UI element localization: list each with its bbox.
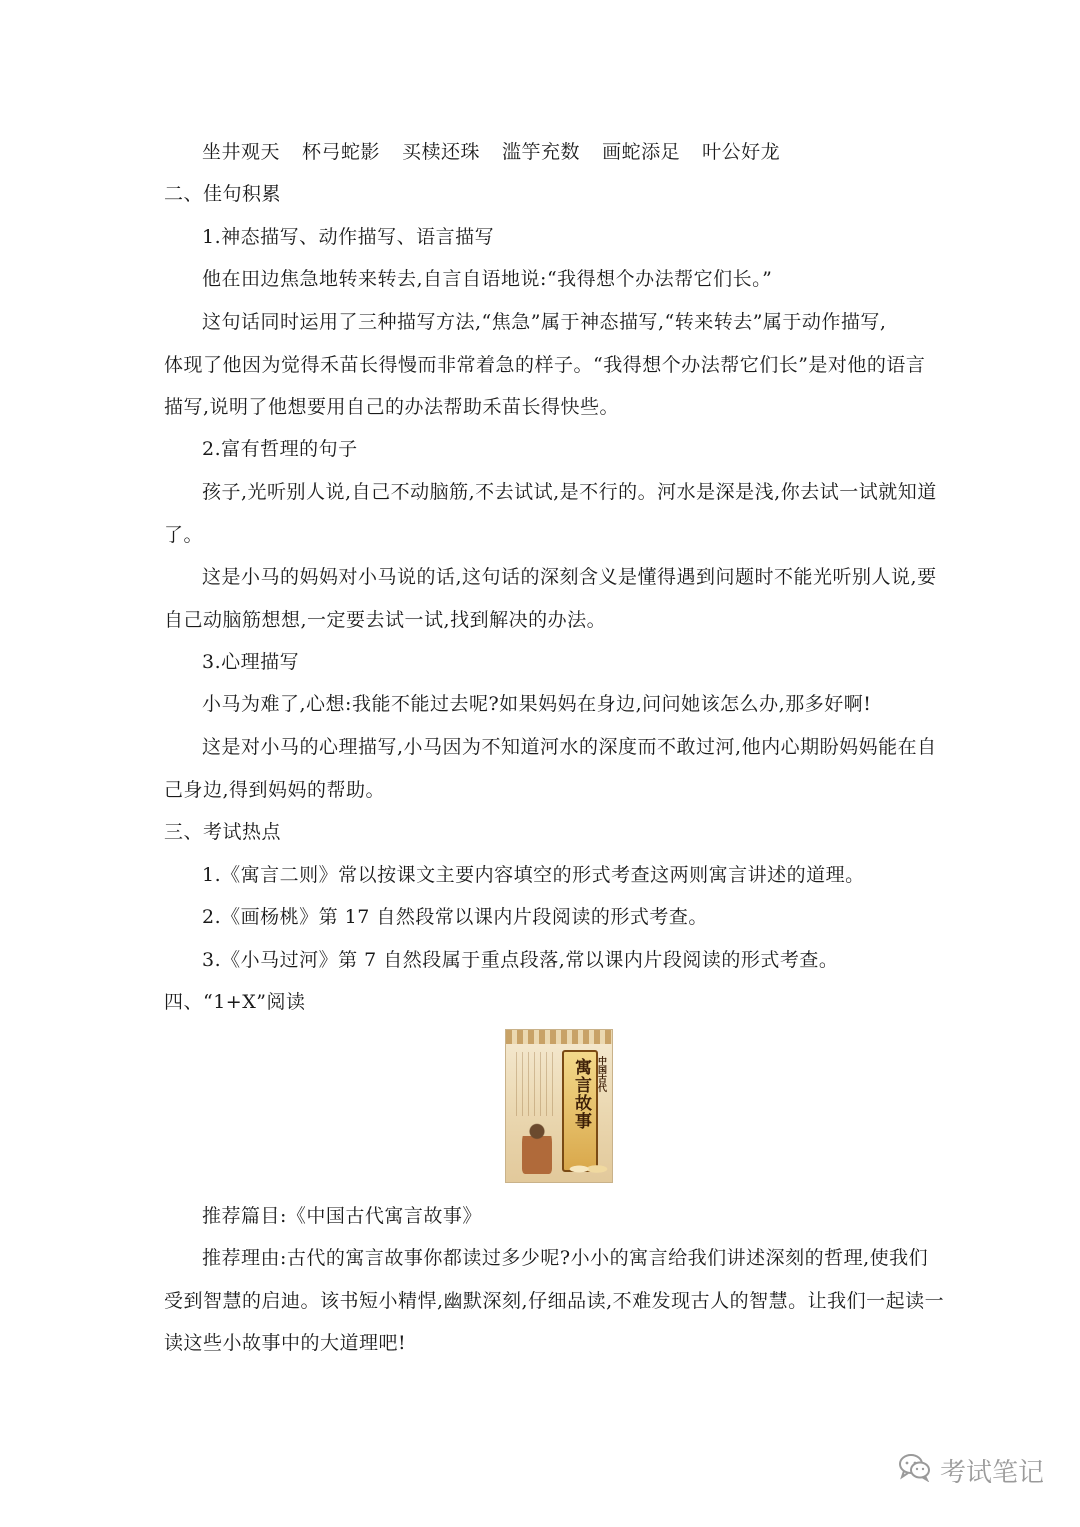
analysis-line: 描写,说明了他想要用自己的办法帮助禾苗长得快些。 (164, 396, 620, 418)
book-subtitle: 中国古代 (596, 1056, 606, 1092)
watermark (898, 1452, 1044, 1488)
book-title: 寓言故事 (571, 1058, 591, 1130)
analysis-line: 自己动脑筋想想,一定要去试一试,找到解决的办法。 (164, 609, 607, 631)
watermark-text: 考试笔记 (940, 1457, 1045, 1488)
example-sentence: 孩子,光听别人说,自己不动脑筋,不去试试,是不行的。河水是深是浅,你去试一试就知道 (202, 481, 937, 503)
example-sentence: 小马为难了,心想:我能不能过去呢?如果妈妈在身边,问问她该怎么办,那多好啊! (202, 693, 872, 715)
analysis-line: 己身边,得到妈妈的帮助。 (164, 779, 386, 801)
item-title: 1.神态描写、动作描写、语言描写 (202, 226, 495, 248)
example-sentence: 他在田边焦急地转来转去,自言自语地说:“我得想个办法帮它们长。” (202, 268, 773, 290)
ornament-border (506, 1030, 612, 1044)
idiom: 滥竽充数 (502, 141, 581, 163)
cover-text-pattern (516, 1052, 556, 1116)
wechat-icon (898, 1452, 940, 1489)
recommend-reason-line: 读这些小故事中的大道理吧! (164, 1332, 407, 1354)
section-heading: 三、考试热点 (164, 821, 282, 843)
exam-point: 1.《寓言二则》常以按课文主要内容填空的形式考查这两则寓言讲述的道理。 (202, 864, 865, 886)
cloud-ornament (566, 1158, 610, 1180)
book-cover-image (505, 1029, 613, 1183)
idiom: 买椟还珠 (402, 141, 481, 163)
analysis-line: 这是小马的妈妈对小马说的话,这句话的深刻含义是懂得遇到问题时不能光听别人说,要 (202, 566, 937, 588)
item-title: 2.富有哲理的句子 (202, 438, 358, 460)
recommend-reason-line: 推荐理由:古代的寓言故事你都读过多少呢?小小的寓言给我们讲述深刻的哲理,使我们 (202, 1247, 929, 1269)
idiom: 杯弓蛇影 (302, 141, 381, 163)
section-heading: 四、“1+X”阅读 (164, 991, 306, 1013)
idiom: 叶公好龙 (702, 141, 781, 163)
idiom-list (202, 139, 780, 165)
analysis-line: 这句话同时运用了三种描写方法,“焦急”属于神态描写,“转来转去”属于动作描写, (202, 311, 887, 333)
item-title: 3.心理描写 (202, 651, 300, 673)
recommend-title: 推荐篇目:《中国古代寓言故事》 (202, 1205, 482, 1227)
analysis-line: 体现了他因为觉得禾苗长得慢而非常着急的样子。“我得想个办法帮它们长”是对他的语言 (164, 354, 926, 376)
exam-point: 3.《小马过河》第 7 自然段属于重点段落,常以课内片段阅读的形式考查。 (202, 949, 839, 971)
section-heading: 二、佳句积累 (164, 183, 282, 205)
recommend-reason-line: 受到智慧的启迪。该书短小精悍,幽默深刻,仔细品读,不难发现古人的智慧。让我们一起读一 (164, 1290, 945, 1312)
idiom: 画蛇添足 (602, 141, 681, 163)
idiom: 坐井观天 (202, 141, 281, 163)
scholar-figure (522, 1122, 552, 1174)
analysis-line: 这是对小马的心理描写,小马因为不知道河水的深度而不敢过河,他内心期盼妈妈能在自 (202, 736, 937, 758)
title-scroll (562, 1050, 598, 1172)
example-sentence: 了。 (164, 524, 204, 546)
exam-point: 2.《画杨桃》第 17 自然段常以课内片段阅读的形式考查。 (202, 906, 708, 928)
